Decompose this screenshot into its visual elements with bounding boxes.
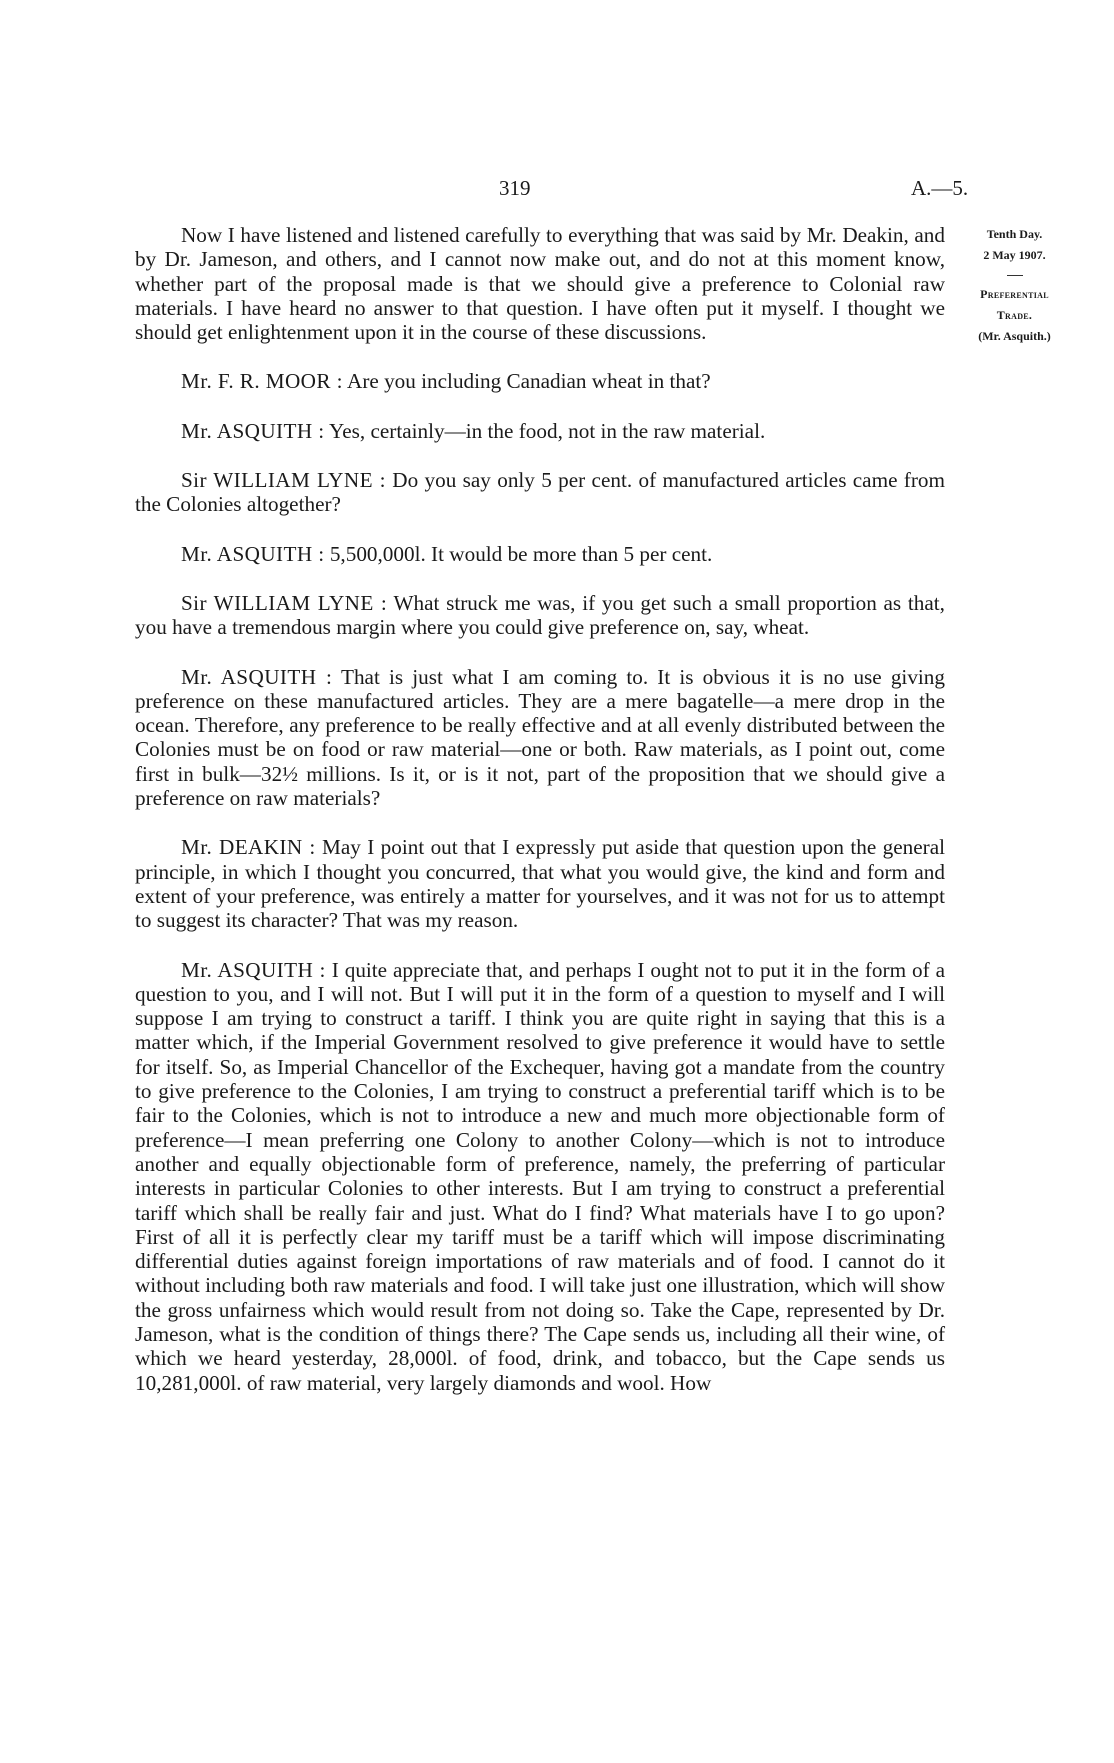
transcript-body xyxy=(135,223,945,1395)
paragraph-1 xyxy=(135,223,945,344)
page-header xyxy=(0,176,1114,202)
speaker-name: Mr. DEAKIN : xyxy=(181,835,316,860)
paragraph-6 xyxy=(135,591,945,640)
speaker-name: Mr. ASQUITH : xyxy=(181,957,326,982)
speaker-name: Mr. ASQUITH : xyxy=(181,541,325,566)
speaker-name: Mr. ASQUITH : xyxy=(181,418,325,443)
paragraph-3 xyxy=(135,419,945,443)
paragraph-text: I quite appreciate that, and perhaps I ought not to put it in the form of a question to you, and I will not. But I will put it in the form of a question to myself and I will suppose I am trying to construct a tariff. I think you are quite right in saying that this is a matter which, if the Imperial Government resolved to give preference it would have to settle for itself. So, as Imperial Chancellor of the Exchequer, having got a mandate from the country to give preference to the Colonies, I am trying to construct a preferential tariff which is to be fair to the Colonies, which is not to introduce a new and much more objectionable form of preference—I mean preferring one Colony to another Colony—which is not to introduce another and equally objectionable form of preference, namely, the preferring of particular interests in particular Colonies to other interests. But I am trying to construct a preferential tariff which shall be really fair and just. What do I find? What materials have I to go upon? First of all it is perfectly clear my tariff must be a tariff which will impose discriminating differential duties against foreign importations of raw materials and of food. I cannot do it without including both raw materials and food. I will take just one illustration, which will show the gross unfairness which would result from not doing so. Take the Cape, represented by Dr. Jameson, what is the condition of things there? The Cape sends us, including all their wine, of which we heard yesterday, 28,000l. of food, drink, and tobacco, but the Cape sends us 10,281,000l. of raw material, very largely diamonds and wool. How xyxy=(135,957,945,1395)
page-number: 319 xyxy=(499,176,531,200)
paragraph-7 xyxy=(135,665,945,811)
paragraph-text: 5,500,000l. It would be more than 5 per cent. xyxy=(329,541,713,566)
speaker-name: Sir WILLIAM LYNE : xyxy=(181,590,388,615)
paragraph-4 xyxy=(135,468,945,517)
paragraph-text: What struck me was, if you get such a small proportion as that, you have a tremendous margin where you could give preference on, say, wheat. xyxy=(135,590,945,640)
speaker-name: Sir WILLIAM LYNE : xyxy=(181,468,386,493)
paragraph-9 xyxy=(135,958,945,1395)
paragraph-2 xyxy=(135,369,945,393)
margin-note-divider xyxy=(1007,275,1023,276)
margin-note-topic-line2: Trade. xyxy=(996,308,1033,322)
paragraph-text: Yes, certainly—in the food, not in the raw material. xyxy=(329,418,766,443)
paragraph-5 xyxy=(135,542,945,566)
document-reference: A.—5. xyxy=(911,176,969,200)
speaker-name: Mr. F. R. MOOR : xyxy=(181,369,343,394)
paragraph-text: Now I have listened and listened carefully to everything that was said by Mr. Deakin, and by Dr. Jameson, and others, and I cannot now make out, and do not at this moment know, whether part of the proposal made is that we should give a preference to Colonial raw materials. I have heard no answer to that question. I have often put it myself. I thought we should get enlightenment upon it in the course of these discussions. xyxy=(135,223,945,345)
paragraph-text: Do you say only 5 per cent. of manufactured articles came from the Colonies altogether? xyxy=(135,468,945,517)
margin-note-topic-line1: Preferential xyxy=(980,287,1049,301)
paragraph-text: May I point out that I expressly put aside that question upon the general principle, in which I thought you concurred, that what you would give, the kind and form and extent of your preference, was entirely a matter for yourselves, and it was not for us to attempt to suggest its character? That was my reason. xyxy=(135,835,945,933)
paragraph-text: Are you including Canadian wheat in that? xyxy=(347,369,711,394)
speaker-name: Mr. ASQUITH : xyxy=(181,664,333,689)
margin-note-day: Tenth Day. xyxy=(986,227,1043,241)
margin-note-date: 2 May 1907. xyxy=(983,248,1046,262)
paragraph-8 xyxy=(135,835,945,932)
paragraph-text: That is just what I am coming to. It is obvious it is no use giving preference on these manufactured articles. They are a mere bagatelle—a mere drop in the ocean. Therefore, any preference to be really effective and at all evenly distributed between the Colonies must be on food or raw material—one or both. Raw materials, as I point out, come first in bulk—32½ millions. Is it, or is it not, part of the proposition that we should give a preference on raw materials? xyxy=(135,664,945,811)
margin-note-speaker: (Mr. Asquith.) xyxy=(978,329,1051,343)
margin-note xyxy=(952,224,1077,347)
